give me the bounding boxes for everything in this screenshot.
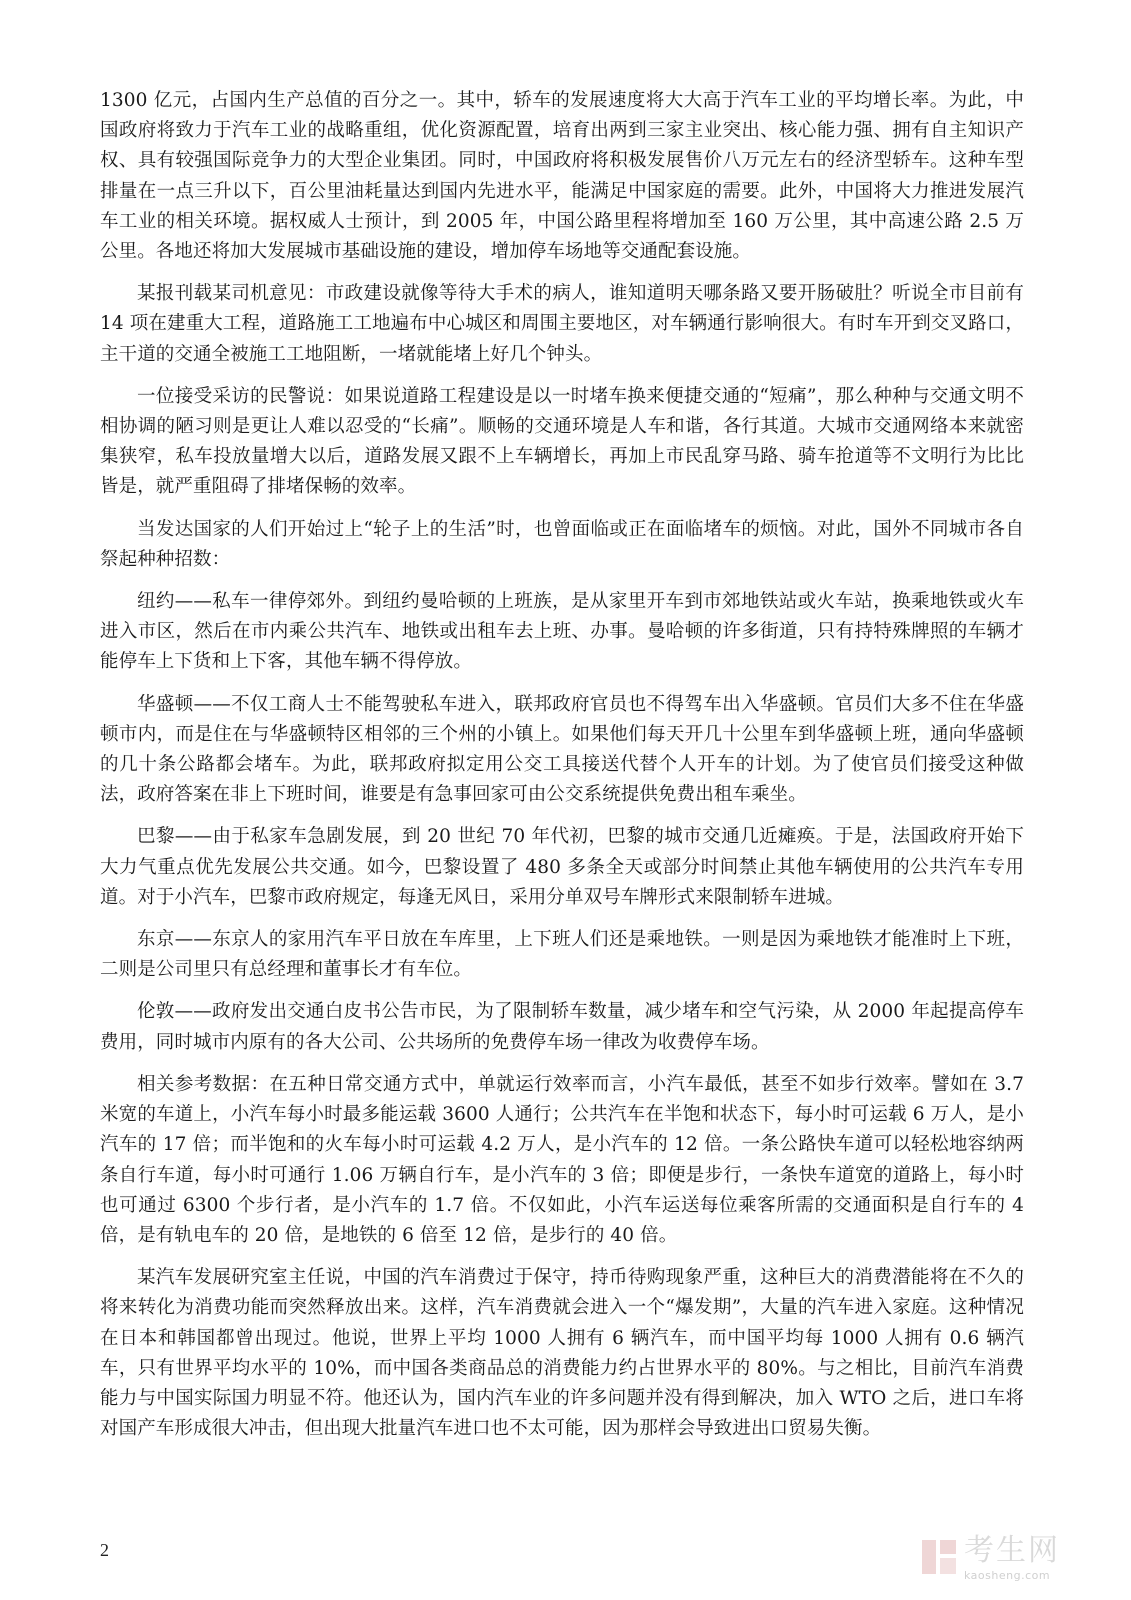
- paragraph-new-york: 纽约——私车一律停郊外。到纽约曼哈顿的上班族，是从家里开车到市郊地铁站或火车站，换乘地铁或火车进入市区，然后在市内乘公共汽车、地铁或出租车去上班、办事。曼哈顿的许多街道，只有持特殊牌照的车辆才能停车上下货和上下客，其他车辆不得停放。: [100, 591, 1024, 673]
- paragraph-4: 当发达国家的人们开始过上“轮子上的生活”时，也曾面临或正在面临堵车的烦恼。对此，国外不同城市各自祭起种种招数：: [100, 518, 1024, 570]
- watermark-name: 考生网: [964, 1533, 1060, 1568]
- document-body: [100, 86, 1024, 1456]
- paragraph-consumption: 某汽车发展研究室主任说，中国的汽车消费过于保守，持币待购现象严重，这种巨大的消费潜能将在不久的将来转化为消费功能而突然释放出来。这样，汽车消费就会进入一个“爆发期”，大量的汽车进入家庭。这种情况在日本和韩国都曾出现过。他说，世界上平均 1000 人拥有 6 辆汽车，而中国平均每 1000 人拥有 0.6 辆汽车，只有世界平均水平的 10%，而中国各类商品总的消费能力约占世界水平的 80%。与之相比，目前汽车消费能力与中国实际国力明显不符。他还认为，国内汽车业的许多问题并没有得到解决，加入 WTO 之后，进口车将对国产车形成很大冲击，但出现大批量汽车进口也不太可能，因为那样会导致进出口贸易失衡。: [100, 1267, 1024, 1440]
- paragraph-washington: 华盛顿——不仅工商人士不能驾驶私车进入，联邦政府官员也不得驾车出入华盛顿。官员们大多不住在华盛顿市内，而是住在与华盛顿特区相邻的三个州的小镇上。如果他们每天开几十公里车到华盛顿上班，通向华盛顿的几十条公路都会堵车。为此，联邦政府拟定用公交工具接送代替个人开车的计划。为了使官员们接受这种做法，政府答案在非上下班时间，谁要是有急事回家可由公交系统提供免费出租车乘坐。: [100, 693, 1024, 806]
- watermark-logo-icon: [920, 1538, 958, 1576]
- paragraph-tokyo: 东京——东京人的家用汽车平日放在车库里，上下班人们还是乘地铁。一则是因为乘地铁才能准时上下班，二则是公司里只有总经理和董事长才有车位。: [100, 929, 1024, 981]
- watermark-text: [964, 1533, 1060, 1582]
- watermark: [920, 1533, 1130, 1596]
- paragraph-3: 一位接受采访的民警说：如果说道路工程建设是以一时堵车换来便捷交通的“短痛”，那么种种与交通文明不相协调的陋习则是更让人难以忍受的“长痛”。顺畅的交通环境是人车和谐，各行其道。大城市交通网络本来就密集狭窄，私车投放量增大以后，道路发展又跟不上车辆增长，再加上市民乱穿马路、骑车抢道等不文明行为比比皆是，就严重阻碍了排堵保畅的效率。: [100, 385, 1024, 498]
- paragraph-2: 某报刊载某司机意见：市政建设就像等待大手术的病人，谁知道明天哪条路又要开肠破肚？听说全市目前有 14 项在建重大工程，道路施工工地遍布中心城区和周围主要地区，对车辆通行影响很大。有时车开到交叉路口，主干道的交通全被施工工地阻断，一堵就能堵上好几个钟头。: [100, 283, 1024, 365]
- page-number: 2: [100, 1540, 109, 1560]
- paragraph-paris: 巴黎——由于私家车急剧发展，到 20 世纪 70 年代初，巴黎的城市交通几近瘫痪。于是，法国政府开始下大力气重点优先发展公共交通。如今，巴黎设置了 480 多条全天或部分时间禁止其他车辆使用的公共汽车专用道。对于小汽车，巴黎市政府规定，每逢无风日，采用分单双号车牌形式来限制轿车进城。: [100, 826, 1024, 908]
- watermark-url: kaosheng.com: [964, 1569, 1051, 1582]
- paragraph-1: 1300 亿元，占国内生产总值的百分之一。其中，轿车的发展速度将大大高于汽车工业的平均增长率。为此，中国政府将致力于汽车工业的战略重组，优化资源配置，培育出两到三家主业突出、核心能力强、拥有自主知识产权、具有较强国际竞争力的大型企业集团。同时，中国政府将积极发展售价八万元左右的经济型轿车。这种车型排量在一点三升以下，百公里油耗量达到国内先进水平，能满足中国家庭的需要。此外，中国将大力推进发展汽车工业的相关环境。据权威人士预计，到 2005 年，中国公路里程将增加至 160 万公里，其中高速公路 2.5 万公里。各地还将加大发展城市基础设施的建设，增加停车场地等交通配套设施。: [100, 90, 1024, 263]
- paragraph-reference-data: 相关参考数据：在五种日常交通方式中，单就运行效率而言，小汽车最低，甚至不如步行效率。譬如在 3.7 米宽的车道上，小汽车每小时最多能运载 3600 人通行；公共汽车在半饱和状态下，每小时可运载 6 万人，是小汽车的 17 倍；而半饱和的火车每小时可运载 4.2 万人，是小汽车的 12 倍。一条公路快车道可以轻松地容纳两条自行车道，每小时可通行 1.06 万辆自行车，是小汽车的 3 倍；即便是步行，一条快车道宽的道路上，每小时也可通过 6300 个步行者，是小汽车的 1.7 倍。不仅如此，小汽车运送每位乘客所需的交通面积是自行车的 4 倍，是有轨电车的 20 倍，是地铁的 6 倍至 12 倍，是步行的 40 倍。: [100, 1073, 1024, 1246]
- paragraph-london: 伦敦——政府发出交通白皮书公告市民，为了限制轿车数量，减少堵车和空气污染，从 2000 年起提高停车费用，同时城市内原有的各大公司、公共场所的免费停车场一律改为收费停车场。: [100, 1001, 1024, 1053]
